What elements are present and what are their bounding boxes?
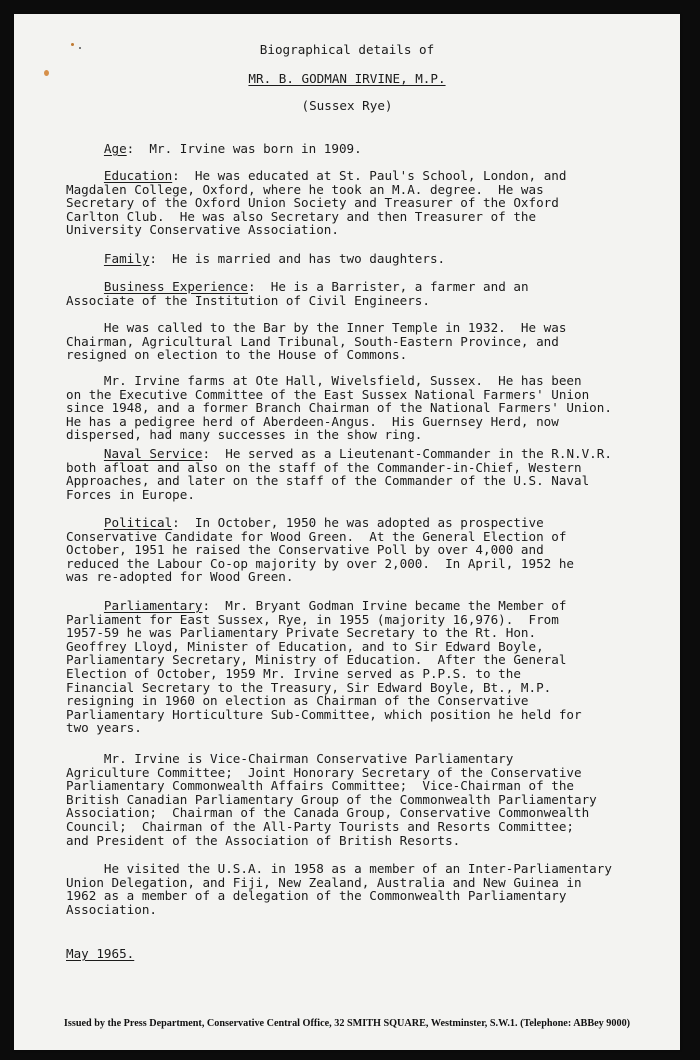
section-parliamentary (66, 599, 666, 735)
section-text: : He served as a Lieutenant-Commander in the R.N.V.R. (202, 446, 612, 461)
section-text: Conservative Candidate for Wood Green. At the General Election of October, 1951 he raised the Conservative Poll by over 4,000 and reduced the Labour Co-op majority by over 2,000. In April, 1952 he was re-adopted for Wood Green. (66, 528, 574, 585)
section-text: : Mr. Irvine was born in 1909. (126, 141, 362, 156)
section-heading: Parliamentary (103, 598, 203, 613)
section-visits: He visited the U.S.A. in 1958 as a member of an Inter-Parliamentary Union Delegation, and Fiji, New Zealand, Australia and New Guinea in 1962 as a member of a delegation of the Commonwealth Parliamentary Association. (66, 861, 612, 917)
section-heading: Business Experience (103, 279, 248, 294)
doc-heading: Biographical details of (259, 42, 435, 57)
section-vice-chairman: Mr. Irvine is Vice-Chairman Conservative Parliamentary Agriculture Committee; Joint Honorary Secretary of the Conservative Parliamentary Commonwealth Affairs Committee; Vice-Chairman of the British Canadian Parliamentary Group of the Commonwealth Parliamentary Association; Chairman of the Canada Group, Conservative Commonwealth Council; Chairman of the All-Party Tourists and Resorts Committee; and President of the Association of British Resorts. (66, 751, 597, 848)
section-political (66, 516, 666, 584)
section-farm: Mr. Irvine farms at Ote Hall, Wivelsfield, Sussex. He has been on the Executive Committee of the East Sussex National Farmers' Union since 1948, and a former Branch Chairman of the National Farmers' Union. He has a pedigree herd of Aberdeen-Angus. His Guernsey Herd, now dispersed, had many successes in the show ring. (66, 373, 612, 443)
section-age (66, 142, 666, 156)
section-bar: He was called to the Bar by the Inner Temple in 1932. He was Chairman, Agricultural Land Tribunal, South-Eastern Province, and resigned on election to the House of Commons. (66, 320, 567, 363)
section-text: : He is married and has two daughters. (149, 251, 446, 266)
section-text: : In October, 1950 he was adopted as prospective (172, 515, 544, 530)
section-text: Parliament for East Sussex, Rye, in 1955 (majority 16,976). From 1957-59 he was Parliamentary Private Secretary to the Rt. Hon. Geoffrey Lloyd, Minister of Education, and to Sir Edward Boyle, Parliamentary Secretary, Ministry of Education. After the General Election of October, 1959 Mr. Irvine served as P.P.S. to the Financial Secretary to the Treasury, Sir Edward Boyle, Bt., M.P. resigning in 1960 on election as Chairman of the Conservative Parliamentary Horticulture Sub-Committee, which position he held for two years. (66, 611, 582, 736)
section-text: : He is a Barrister, a farmer and an (247, 279, 529, 294)
section-education (66, 169, 666, 237)
section-text: Associate of the Institution of Civil Engineers. (66, 292, 430, 308)
section-heading: Naval Service (103, 446, 203, 461)
section-family (66, 252, 666, 266)
section-text: Magdalen College, Oxford, where he took an M.A. degree. He was Secretary of the Oxford Union Society and Treasurer of the Oxford Carlton Club. He was also Secretary and then Treasurer of the University Conservative Association. (66, 181, 559, 238)
section-heading: Education (103, 168, 173, 183)
section-heading: Political (103, 515, 173, 530)
document-page (14, 14, 680, 1050)
section-heading: Family (103, 251, 150, 266)
footer-imprint: Issued by the Press Department, Conservative Central Office, 32 SMITH SQUARE, Westminster, S.W.1. (Telephone: ABBey 9000) (63, 1018, 631, 1029)
constituency: (Sussex Rye) (301, 98, 393, 113)
section-heading: Age (103, 141, 127, 156)
section-text: both afloat and also on the staff of the Commander-in-Chief, Western Approaches, and later on the staff of the Commander of the U.S. Naval Forces in Europe. (66, 459, 590, 502)
section-text: : Mr. Bryant Godman Irvine became the Member of (202, 598, 567, 613)
subject-name: MR. B. GODMAN IRVINE, M.P. (248, 71, 446, 86)
section-text: : He was educated at St. Paul's School, London, and (172, 168, 567, 183)
document-date: May 1965. (66, 946, 135, 961)
section-business (66, 280, 666, 307)
section-naval (66, 447, 666, 501)
